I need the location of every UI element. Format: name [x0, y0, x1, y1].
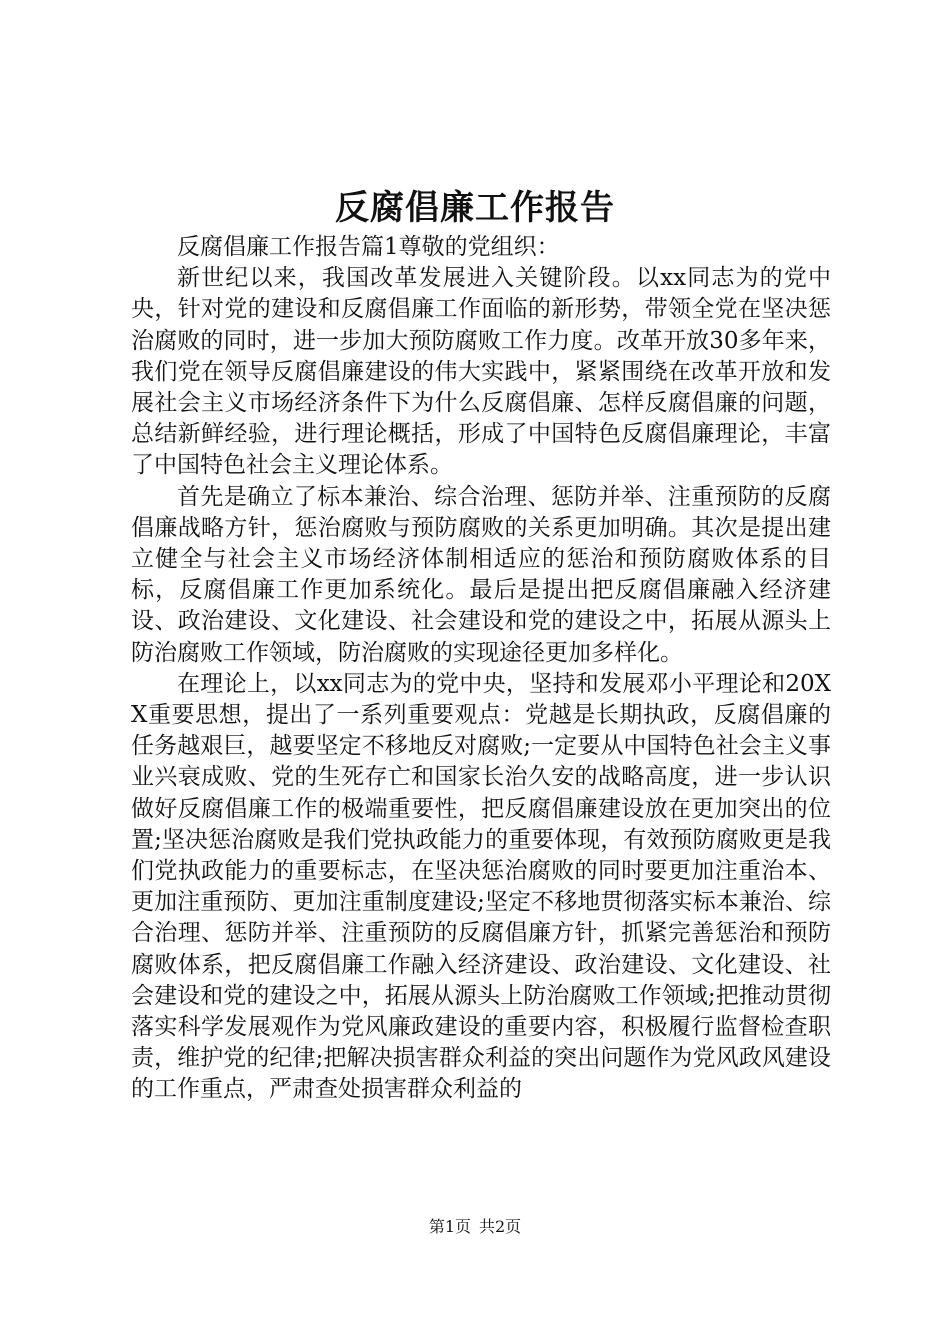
paragraph-background: 新世纪以来，我国改革发展进入关键阶段。以xx同志为的党中央，针对党的建设和反腐倡廉工作面临的新形势，带领全党在坚决惩治腐败的同时，进一步加大预防腐败工作力度。改革开放30多年来，我们党在领导反腐倡廉建设的伟大实践中，紧紧围绕在改革开放和发展社会主义市场经济条件下为什么反腐倡廉、怎样反腐倡廉的问题，总结新鲜经验，进行理论概括，形成了中国特色反腐倡廉理论，丰富了中国特色社会主义理论体系。	[131, 265, 831, 479]
paragraph-strategy: 首先是确立了标本兼治、综合治理、惩防并举、注重预防的反腐倡廉战略方针，惩治腐败与预防腐败的关系更加明确。其次是提出建立健全与社会主义市场经济体制相适应的惩治和预防腐败体系的目标，反腐倡廉工作更加系统化。最后是提出把反腐倡廉融入经济建设、政治建设、文化建设、社会建设和党的建设之中，拓展从源头上防治腐败工作领域，防治腐败的实现途径更加多样化。	[131, 483, 831, 666]
page-footer	[0, 1217, 950, 1237]
page-total: 共2页	[479, 1217, 522, 1236]
paragraph-intro: 反腐倡廉工作报告篇1尊敬的党组织：	[177, 234, 560, 260]
document-title: 反腐倡廉工作报告	[335, 188, 615, 228]
document-body	[131, 232, 831, 1106]
page-number: 第1页	[428, 1217, 471, 1236]
paragraph-theory: 在理论上，以xx同志为的党中央，坚持和发展邓小平理论和20XX重要思想，提出了一系列重要观点：党越是长期执政，反腐倡廉的任务越艰巨，越要坚定不移地反对腐败;一定要从中国特色社会主义事业兴衰成败、党的生死存亡和国家长治久安的战略高度，进一步认识做好反腐倡廉工作的极端重要性，把反腐倡廉建设放在更加突出的位置;坚决惩治腐败是我们党执政能力的重要体现，有效预防腐败更是我们党执政能力的重要标志，在坚决惩治腐败的同时要更加注重治本、更加注重预防、更加注重制度建设;坚定不移地贯彻落实标本兼治、综合治理、惩防并举、注重预防的反腐倡廉方针，抓紧完善惩治和预防腐败体系，把反腐倡廉工作融入经济建设、政治建设、文化建设、社会建设和党的建设之中，拓展从源头上防治腐败工作领域;把推动贯彻落实科学发展观作为党风廉政建设的重要内容，积极履行监督检查职责，维护党的纪律;把解决损害群众利益的突出问题作为党风政风建设的工作重点，严肃查处损害群众利益的	[131, 670, 831, 1103]
